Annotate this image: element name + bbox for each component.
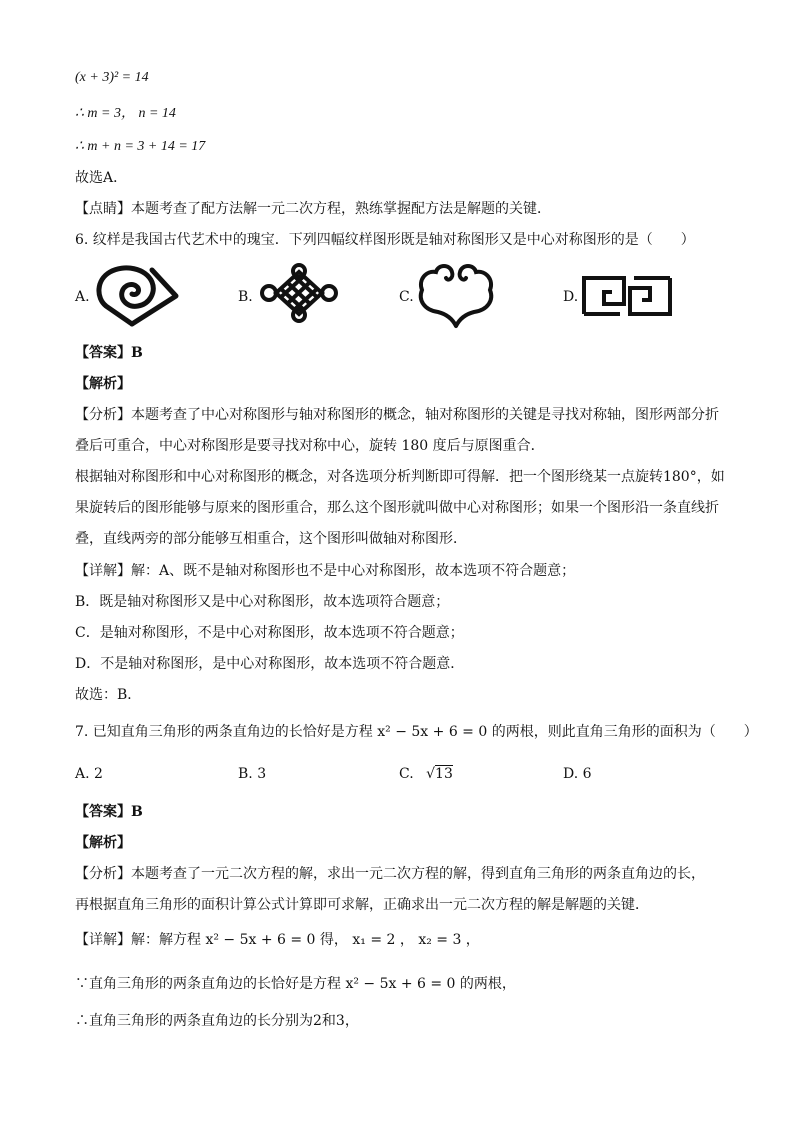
remark-line: 【点睛】本题考查了配方法解一元二次方程，熟练掌握配方法是解题的关键． [75,201,551,217]
analysis-line: 【分析】本题考查了中心对称图形与轴对称图形的概念，轴对称图形的关键是寻找对称轴，图形两部分折 [75,407,719,423]
analysis-line: 再根据直角三角形的面积计算公式计算即可求解，正确求出一元二次方程的解是解题的关键． [75,897,649,913]
ruyi-cloud-pattern-icon [416,262,496,330]
q7-option-c-value: 13 [435,766,453,782]
q7-option-b: B. 3 [238,766,267,782]
q7-option-c [399,764,453,784]
detail-line: 【详解】解：解方程 x² − 5x + 6 = 0 得， x₁ = 2 ， x₂ = 3 ， [75,932,480,948]
q7-option-c-label: C. [399,766,414,782]
q6-option-d-label: D. [563,289,579,305]
detail-line: 故选：B． [75,687,142,703]
q6-option-c-label: C. [399,289,414,305]
equation-line: (x + 3)² = 14 [75,70,149,85]
detail-line: ∵直角三角形的两条直角边的长恰好是方程 x² − 5x + 6 = 0 的两根， [75,976,516,992]
detail-line: 【详解】解：A、既不是轴对称图形也不是中心对称图形，故本选项不符合题意； [75,563,576,579]
equation-line: ∴ m = 3， n = 14 [75,106,176,121]
analysis-line: 叠，直线两旁的部分能够互相重合，这个图形叫做轴对称图形． [75,531,467,547]
answer-choice-line: 故选A． [75,170,128,186]
analysis-tag: 【解析】 [75,376,131,392]
analysis-tag: 【解析】 [75,835,131,851]
q7-option-d: D. 6 [563,766,592,782]
spiral-cloud-pattern-icon [92,262,180,330]
q6-option-b-label: B. [238,289,253,305]
q6-option-a-label: A. [75,289,90,305]
detail-line: C．是轴对称图形，不是中心对称图形，故本选项不符合题意； [75,625,464,641]
sqrt-icon: √ [426,766,436,782]
question-6-text: 6. 纹样是我国古代艺术中的瑰宝．下列四幅纹样图形既是轴对称图形又是中心对称图形的是（ ） [75,232,695,248]
answer-tag: 【答案】B [75,804,143,820]
chinese-knot-pattern-icon [258,262,340,324]
question-7-text: 7. 已知直角三角形的两条直角边的长恰好是方程 x² − 5x + 6 = 0 的两根，则此直角三角形的面积为（ ） [75,724,758,740]
analysis-line: 根据轴对称图形和中心对称图形的概念，对各选项分析判断即可得解．把一个图形绕某一点旋转180°，如 [75,469,725,485]
answer-tag: 【答案】B [75,345,143,361]
analysis-line: 【分析】本题考查了一元二次方程的解，求出一元二次方程的解，得到直角三角形的两条直角边的长， [75,866,705,882]
analysis-line: 叠后可重合，中心对称图形是要寻找对称中心，旋转 180 度后与原图重合． [75,438,545,454]
detail-line: B．既是轴对称图形又是中心对称图形，故本选项符合题意； [75,594,450,610]
equation-line: ∴ m + n = 3 + 14 = 17 [75,139,206,154]
q7-option-a: A. 2 [75,766,103,782]
fret-key-pattern-icon [580,274,674,318]
detail-line: ∴直角三角形的两条直角边的长分别为2和3， [75,1013,359,1029]
analysis-line: 果旋转后的图形能够与原来的图形重合，那么这个图形就叫做中心对称图形；如果一个图形沿一条直线折 [75,500,719,516]
detail-line: D．不是轴对称图形，是中心对称图形，故本选项不符合题意． [75,656,465,672]
